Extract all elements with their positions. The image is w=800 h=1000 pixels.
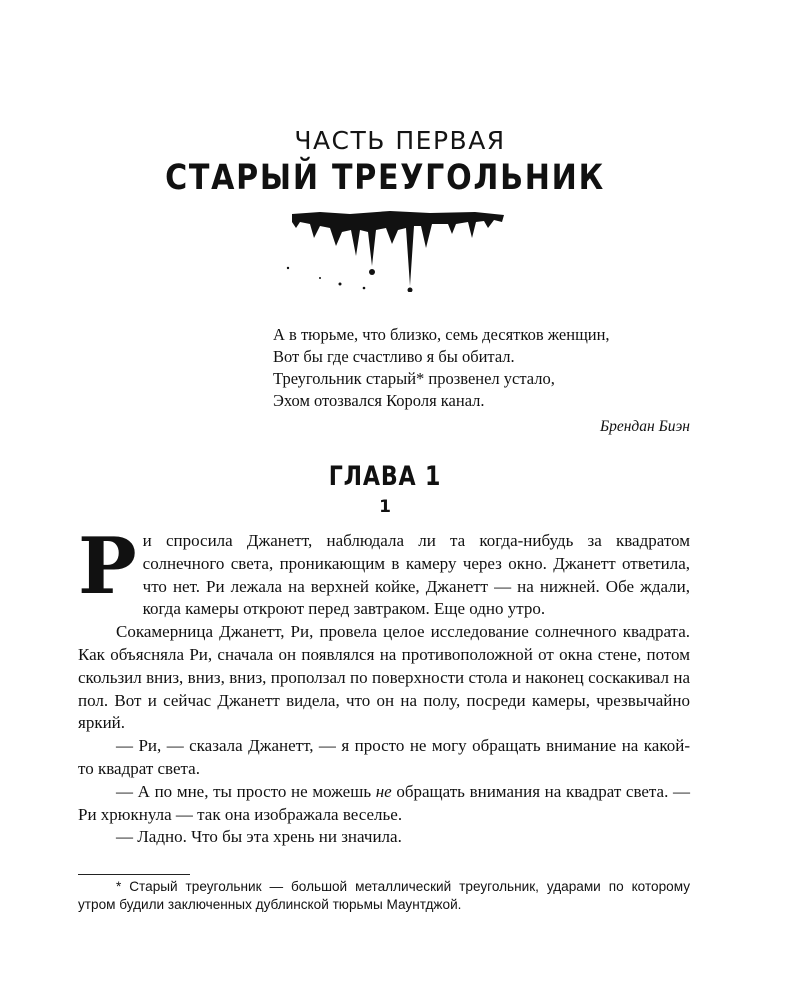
epigraph-line: А в тюрьме, что близко, семь десятков женщин, bbox=[273, 325, 610, 344]
footnote-divider bbox=[78, 874, 190, 875]
section-number: 1 bbox=[379, 497, 391, 517]
drop-cap: Р bbox=[78, 521, 137, 612]
paragraph bbox=[78, 781, 690, 827]
footnote: * Старый треугольник — большой металлический треугольник, ударами по которому утром будили заключенных дублинской тюрьмы Маунтджой. bbox=[78, 879, 690, 912]
epigraph-author: Брендан Биэн bbox=[599, 418, 690, 435]
paragraph: — Ладно. Что бы эта хрень ни значила. bbox=[116, 827, 402, 847]
ink-drip-ornament bbox=[280, 208, 510, 292]
paragraph-text: — А по мне, ты просто не можешь bbox=[116, 781, 376, 801]
epigraph bbox=[273, 324, 693, 438]
paragraph-text: и спросила Джанетт, наблюдала ли та когда-нибудь за квадратом солнечного света, проникающим в камеру через окно. Джанетт ответила, что нет. Ри лежала на верхней койке, Джанетт — на нижней. Обе ждали, когда камеры откроют перед завтраком. Еще одно утро. bbox=[142, 531, 690, 619]
paragraph-text: обращать внимания на квадрат света. — Ри хрюкнула — так она изображала веселье. bbox=[78, 781, 690, 824]
part-title: СТАРЫЙ ТРЕУГОЛЬНИК bbox=[165, 158, 605, 198]
emphasis: не bbox=[375, 781, 392, 801]
epigraph-line: Треугольник старый* прозвенел устало, bbox=[273, 369, 555, 388]
paragraph: Сокамерница Джанетт, Ри, провела целое исследование солнечного квадрата. Как объясняла Ри, сначала он появлялся на противоположной от окна стене, потом скользил вниз, вниз, вниз, проползал по поверхности стола и наконец соскакивал на пол. Вот и сейчас Джанетт видела, что он на полу, посреди камеры, чрезвычайно яркий. bbox=[78, 622, 690, 733]
epigraph-line: Вот бы где счастливо я бы обитал. bbox=[273, 347, 515, 366]
paragraph: — Ри, — сказала Джанетт, — я просто не могу обращать внимание на какой-то квадрат света. bbox=[78, 736, 690, 778]
part-label: ЧАСТЬ ПЕРВАЯ bbox=[294, 126, 506, 155]
chapter-body bbox=[78, 521, 690, 849]
paragraph bbox=[78, 521, 690, 621]
epigraph-line: Эхом отозвался Короля канал. bbox=[273, 391, 485, 410]
chapter-title: ГЛАВА 1 bbox=[328, 461, 442, 492]
